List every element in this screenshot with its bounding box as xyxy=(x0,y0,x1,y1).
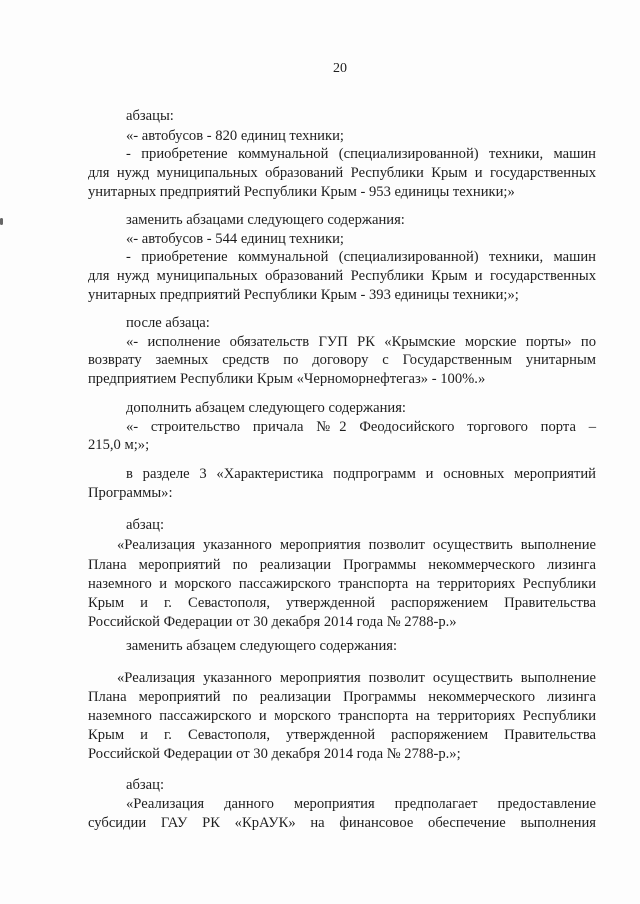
text-line: унитарных предприятий Республики Крым - 393 единицы техники;»; xyxy=(88,287,519,303)
text-line: Программы»: xyxy=(88,485,173,501)
text-line: - приобретение коммунальной (специализированной) техники, машин xyxy=(126,146,596,162)
text-line: наземного и морского пассажирского транспорта на территориях Республики xyxy=(88,576,596,592)
page-number: 20 xyxy=(333,61,347,76)
text-line: заменить абзацем следующего содержания: xyxy=(126,638,398,654)
text-line: для нужд муниципальных образований Республики Крым и государственных xyxy=(88,268,596,284)
text-line: - приобретение коммунальной (специализированной) техники, машин xyxy=(126,249,596,265)
text-line: Крым и г. Севастополя, утвержденной распоряжением Правительства xyxy=(88,595,596,611)
text-line: наземного пассажирского и морского транспорта на территориях Республики xyxy=(88,708,596,724)
text-line: Плана мероприятий по реализации Программы некоммерческого лизинга xyxy=(88,689,596,705)
text-line: субсидии ГАУ РК «КрАУК» на финансовое обеспечение выполнения xyxy=(88,815,596,831)
text-line: после абзаца: xyxy=(126,315,210,331)
text-line: предприятием Республики Крым «Черноморнефтегаз» - 100%.» xyxy=(88,371,486,387)
text-line: абзац: xyxy=(126,777,165,793)
text-line: дополнить абзацем следующего содержания: xyxy=(126,400,406,416)
text-line: унитарных предприятий Республики Крым - 953 единицы техники;» xyxy=(88,184,515,200)
text-line: 215,0 м;»; xyxy=(88,437,150,453)
text-line: в разделе 3 «Характеристика подпрограмм и основных мероприятий xyxy=(126,466,596,482)
text-line: «- автобусов - 544 единиц техники; xyxy=(126,231,344,247)
text-line: «Реализация указанного мероприятия позволит осуществить выполнение xyxy=(117,670,596,686)
text-line: абзац: xyxy=(126,517,165,533)
text-line: абзацы: xyxy=(126,108,174,124)
text-line: «Реализация данного мероприятия предполагает предоставление xyxy=(126,796,596,812)
margin-mark xyxy=(0,218,3,225)
text-line: возврату заемных средств по договору с Государственным унитарным xyxy=(88,352,596,368)
text-line: «- исполнение обязательств ГУП РК «Крымские морские порты» по xyxy=(126,334,596,350)
text-line: Российской Федерации от 30 декабря 2014 года № 2788-р.» xyxy=(88,614,457,630)
text-line: «- строительство причала №2 Феодосийского торгового порта – xyxy=(126,419,596,435)
text-line: заменить абзацами следующего содержания: xyxy=(126,212,405,228)
text-line: Российской Федерации от 30 декабря 2014 года № 2788-р.»; xyxy=(88,746,461,762)
text-line: Крым и г. Севастополя, утвержденной распоряжением Правительства xyxy=(88,727,596,743)
text-line: «- автобусов - 820 единиц техники; xyxy=(126,128,344,144)
text-line: «Реализация указанного мероприятия позволит осуществить выполнение xyxy=(117,537,596,553)
text-line: для нужд муниципальных образований Республики Крым и государственных xyxy=(88,165,596,181)
text-line: Плана мероприятий по реализации Программы некоммерческого лизинга xyxy=(88,557,596,573)
